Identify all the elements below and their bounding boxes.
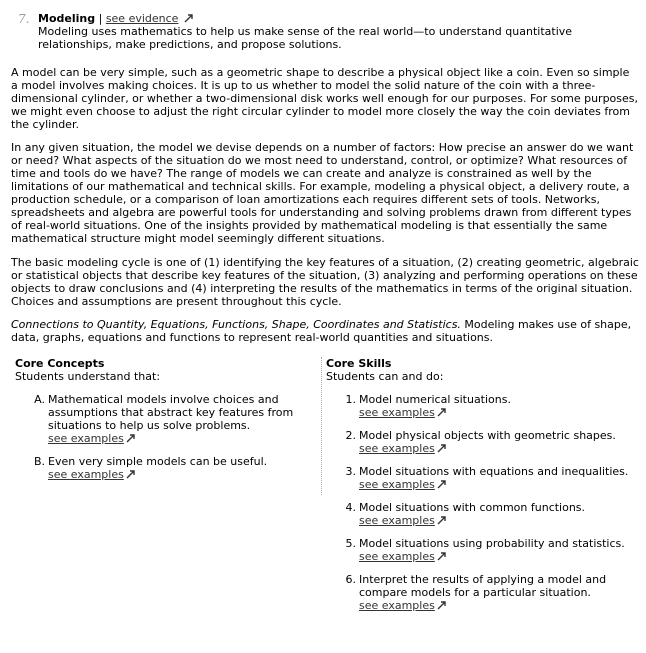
skill-text: Model physical objects with geometric shapes. [359,429,616,442]
section-number: 7. [18,12,30,26]
external-link-icon[interactable] [184,13,194,23]
skill-item [326,429,646,455]
concept-text: Even very simple models can be useful. [48,455,268,468]
external-link-icon[interactable] [126,469,136,479]
external-link-icon[interactable] [126,433,136,443]
core-skills-subtitle: Students can and do: [326,370,444,383]
external-link-icon[interactable] [437,407,447,417]
skill-marker: 2. [345,429,356,442]
external-link-icon[interactable] [437,551,447,561]
see-examples-link[interactable]: see examples [359,550,435,563]
connections-description: Modeling makes use of shape, data, graphs, equations and functions to represent real-world quantities and situations. [11,318,632,344]
skill-text: Model situations with equations and inequalities. [359,465,629,478]
skill-marker: 3. [345,465,356,478]
paragraph-model-simple: A model can be very simple, such as a geometric shape to describe a physical object like a coin. Even so simple a model involves making choices. It is up to us whether to model the solid nature of the coin with a three-dimensional cylinder, or whether a two-dimensional disk works well enough for our purposes. For some purposes, we might even choose to adjust the right circular cylinder to model more closely the way the coin deviates from the cylinder. [11,66,639,131]
skill-marker: 4. [345,501,356,514]
external-link-icon[interactable] [437,479,447,489]
connections-topics: Connections to Quantity, Equations, Functions, Shape, Coordinates and Statistics. [11,318,461,331]
see-evidence-link[interactable]: see evidence [105,12,179,25]
skill-text: Model situations with common functions. [359,501,586,514]
skill-item [326,393,646,419]
concept-item [15,393,315,445]
section-title: Modeling [38,12,96,25]
column-divider [321,357,322,495]
skill-item [326,465,646,491]
core-concepts-title: Core Concepts [15,357,105,370]
section-header [18,12,638,51]
see-examples-link[interactable]: see examples [359,442,435,455]
see-examples-link[interactable]: see examples [48,432,124,445]
core-concepts [15,357,315,481]
paragraph-connections [11,318,639,344]
skill-text: Model numerical situations. [359,393,511,406]
see-examples-link[interactable]: see examples [48,468,124,481]
concept-marker: A. [34,393,45,406]
external-link-icon[interactable] [437,515,447,525]
see-examples-link[interactable]: see examples [359,514,435,527]
external-link-icon[interactable] [437,443,447,453]
skill-item [326,573,646,612]
paragraph-modeling-cycle: The basic modeling cycle is one of (1) identifying the key features of a situation, (2) creating geometric, algebraic or statistical objects that describe key features of the situation, (3) analyzing and performing operations on these objects to draw conclusions and (4) interpreting the results of the mathematics in terms of the original situation. Choices and assumptions are present throughout this cycle. [11,256,639,308]
see-examples-link[interactable]: see examples [359,406,435,419]
see-examples-link[interactable]: see examples [359,478,435,491]
core-skills-title: Core Skills [326,357,392,370]
skill-text: Model situations using probability and statistics. [359,537,625,550]
skill-item [326,501,646,527]
section-description: Modeling uses mathematics to help us make sense of the real world—to understand quantitative relationships, make predictions, and propose solutions. [38,25,573,51]
core-skills [326,357,646,612]
concept-text: Mathematical models involve choices and assumptions that abstract key features from situations to help us solve problems. [48,393,294,432]
skill-text: Interpret the results of applying a model and compare models for a particular situation. [359,573,607,599]
skill-marker: 1. [345,393,356,406]
skill-marker: 5. [345,537,356,550]
paragraph-model-factors: In any given situation, the model we devise depends on a number of factors: How precise an answer do we want or need? What aspects of the situation do we most need to understand, control, or optimize? What resources of time and tools do we have? The range of models we can create and analyze is constrained as well by the limitations of our mathematical and technical skills. For example, modeling a physical object, a delivery route, a production schedule, or a comparison of loan amortizations each requires different sets of tools. Networks, spreadsheets and algebra are powerful tools for understanding and solving problems drawn from different types of real-world situations. One of the insights provided by mathematical modeling is that essentially the same mathematical structure might model seemingly different situations. [11,141,634,245]
see-examples-link[interactable]: see examples [359,599,435,612]
skill-item [326,537,646,563]
skill-marker: 6. [345,573,356,586]
concept-marker: B. [33,455,45,468]
concept-item [15,455,315,481]
external-link-icon[interactable] [437,600,447,610]
title-separator: | [98,12,103,25]
core-concepts-subtitle: Students understand that: [15,370,161,383]
